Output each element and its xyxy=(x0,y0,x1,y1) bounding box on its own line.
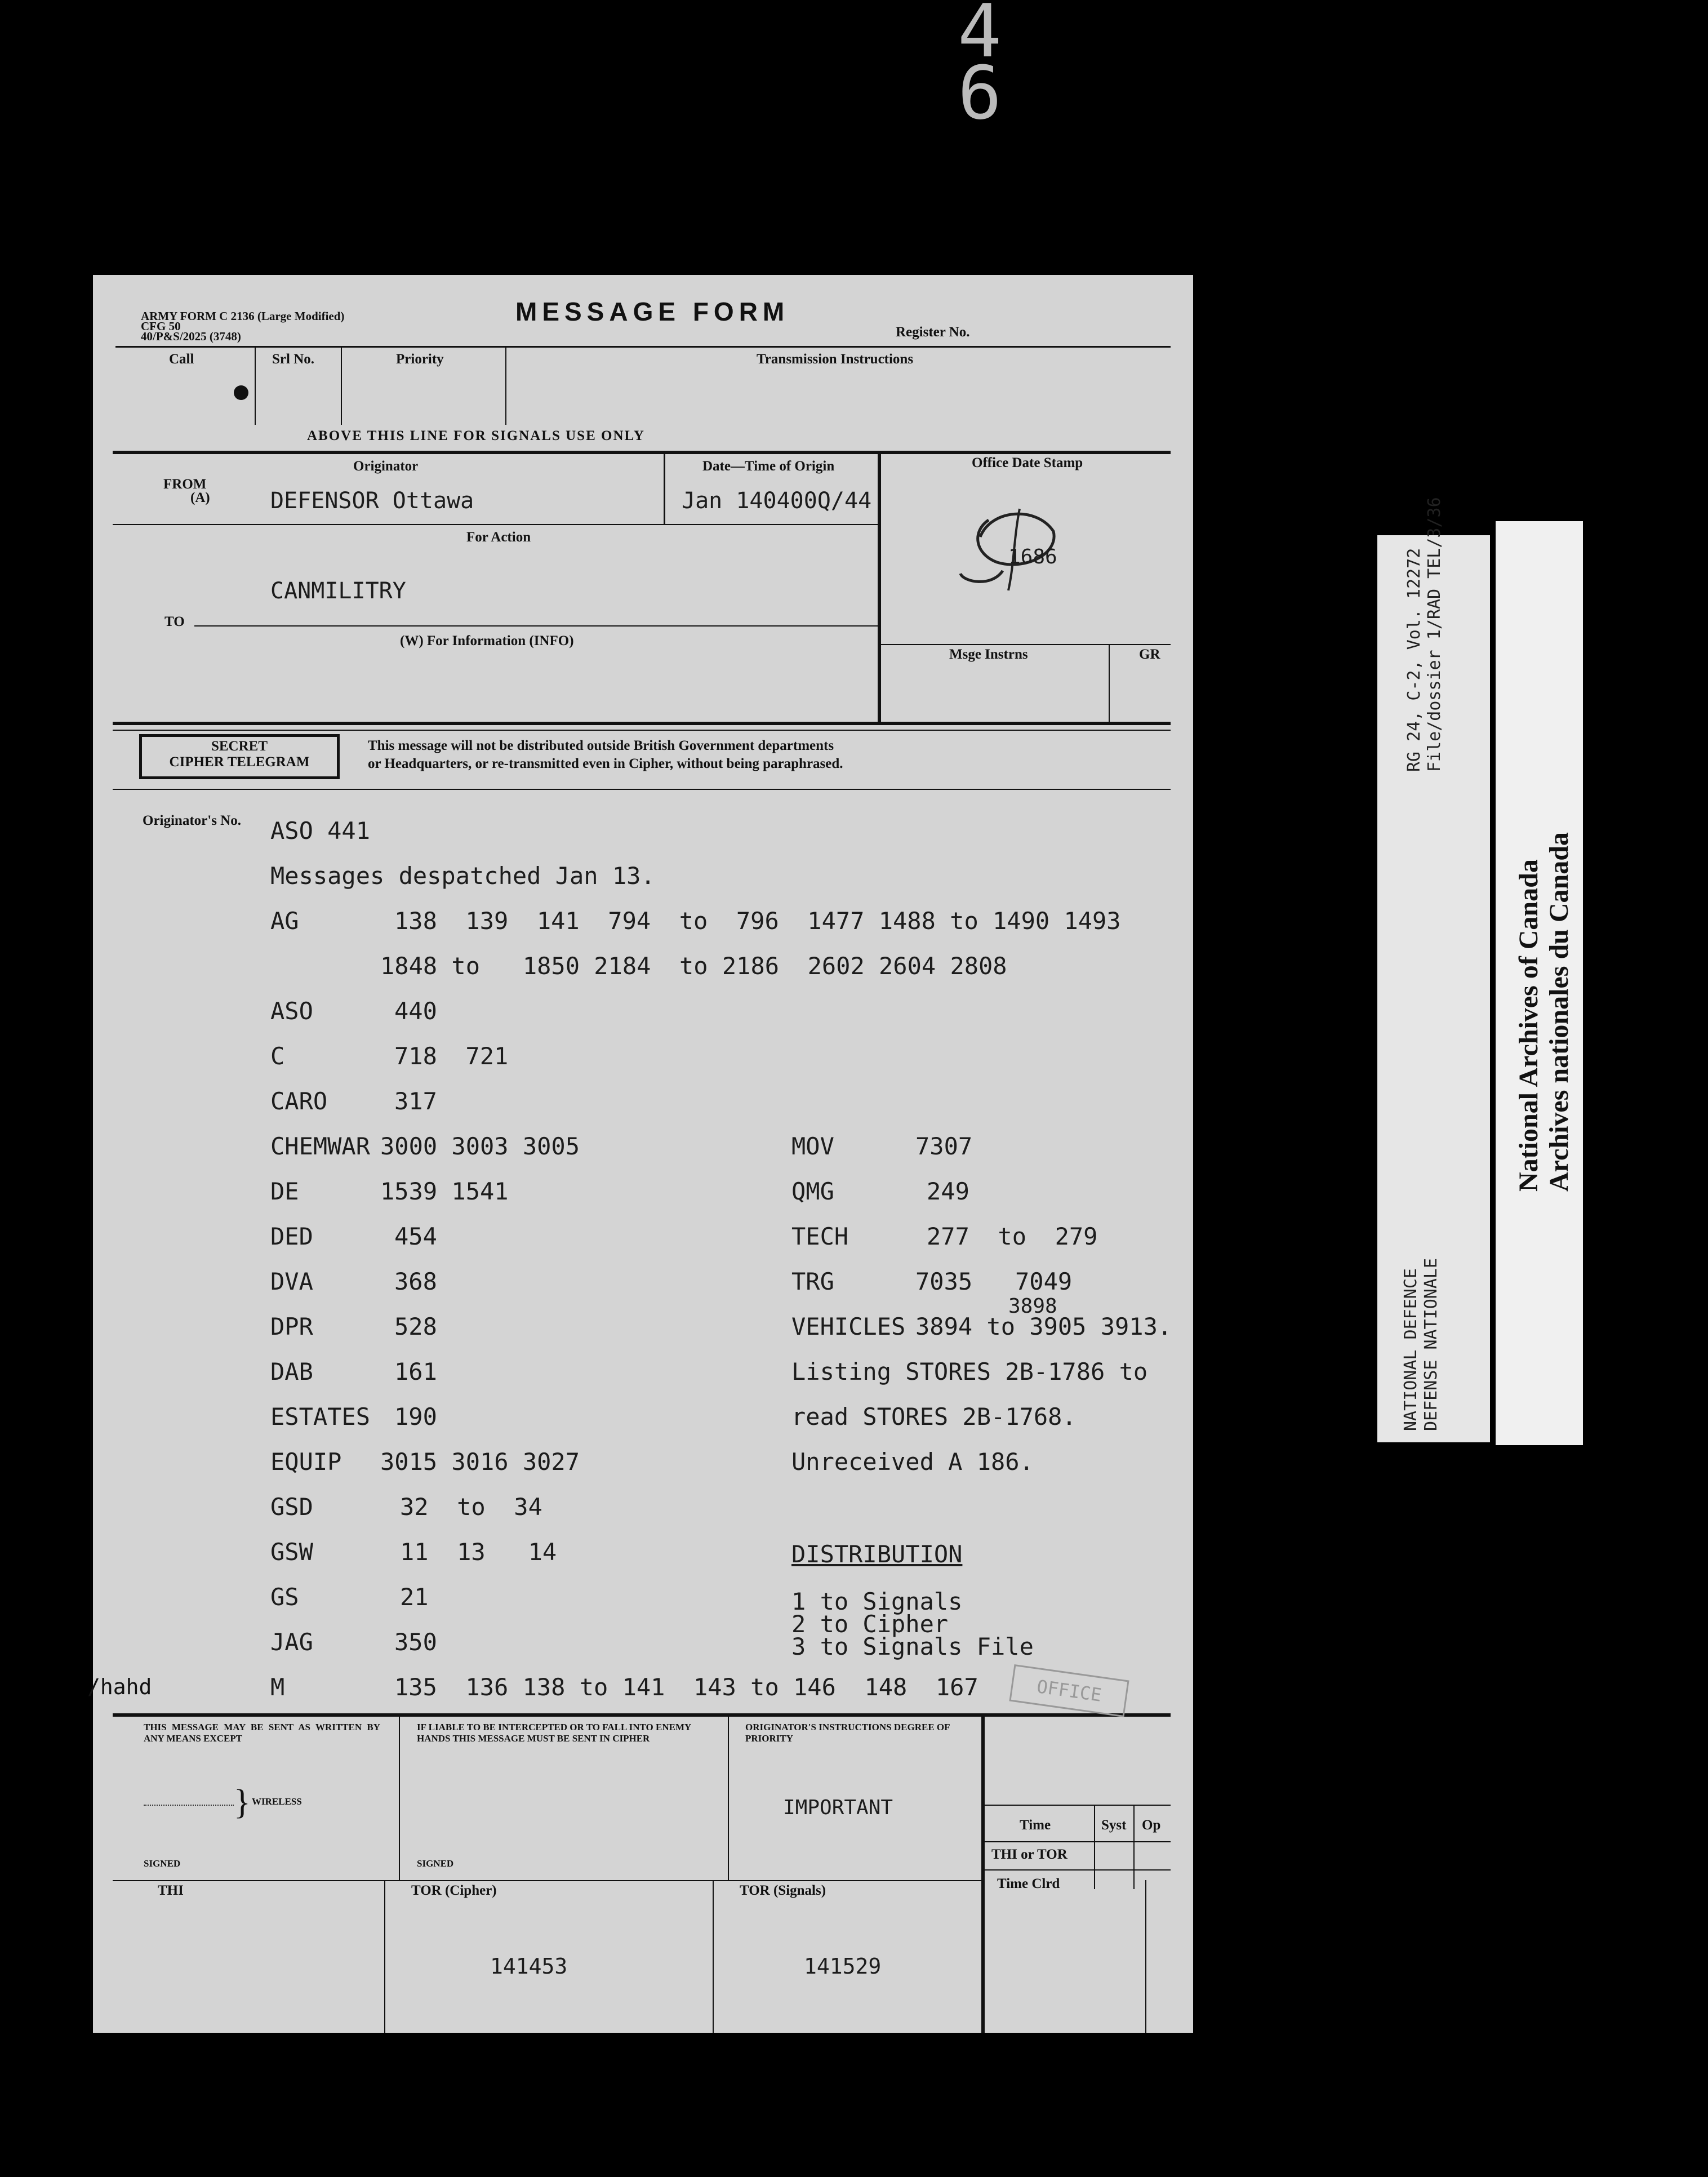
priority-label: Priority xyxy=(396,352,444,367)
transmission-instructions-label: Transmission Instructions xyxy=(757,352,914,367)
call-label: Call xyxy=(169,352,194,367)
priority-value: IMPORTANT xyxy=(783,1796,893,1819)
row-code: DPR xyxy=(270,1313,313,1340)
distribution-notice-2: or Headquarters, or re-transmitted even in Cipher, without being paraphrased. xyxy=(368,756,843,771)
row-code: AG xyxy=(270,907,299,935)
row-nums: 161 xyxy=(394,1358,437,1385)
row-code: CARO xyxy=(270,1087,328,1115)
cfg-label: CFG 50 xyxy=(141,319,181,333)
row-code: DE xyxy=(270,1178,299,1205)
distribution-item: 1 to Signals xyxy=(791,1588,963,1615)
thi-tor-label: THI or TOR xyxy=(991,1847,1068,1862)
row-code: GSW xyxy=(270,1538,313,1566)
row-code: ASO xyxy=(270,997,313,1025)
row-code: C xyxy=(270,1042,285,1070)
originators-no-label: Originator's No. xyxy=(143,813,241,828)
row-nums: 135 136 138 to 141 143 to 146 148 167 xyxy=(394,1673,978,1701)
message-form-sheet xyxy=(87,275,1193,2033)
date-time-label: Date—Time of Origin xyxy=(702,459,835,474)
row-text: Unreceived A 186. xyxy=(791,1448,1034,1476)
form-title: MESSAGE FORM xyxy=(515,297,790,326)
row-text: Listing STORES 2B-1786 to xyxy=(791,1358,1148,1385)
time-clrd-label: Time Clrd xyxy=(997,1876,1060,1891)
row-text: read STORES 2B-1768. xyxy=(791,1403,1077,1430)
to-label: TO xyxy=(164,614,185,629)
row-nums: 11 13 14 xyxy=(400,1538,557,1566)
originators-no-value: ASO 441 xyxy=(270,817,371,845)
frame-number: 4 6 xyxy=(958,0,1036,136)
tor-cipher-label: TOR (Cipher) xyxy=(411,1883,497,1898)
info-label: (W) For Information (INFO) xyxy=(400,633,574,648)
brace-icon: } xyxy=(234,1783,251,1821)
originator-label: Originator xyxy=(353,459,419,474)
row-nums: 1848 to 1850 2184 to 2186 2602 2604 2808 xyxy=(380,952,1007,980)
row-nums: 7035 7049 xyxy=(915,1268,1073,1295)
signals-use-line: ABOVE THIS LINE FOR SIGNALS USE ONLY xyxy=(307,428,645,443)
tor-cipher-value: 141453 xyxy=(490,1954,568,1979)
distribution-notice-1: This message will not be distributed outside British Government departments xyxy=(368,738,834,753)
row-code: DED xyxy=(270,1223,313,1250)
archives-fr: Archives nationales du Canada xyxy=(1544,832,1574,1192)
row-code: TRG xyxy=(791,1268,834,1295)
op-label: Op xyxy=(1142,1818,1161,1833)
syst-label: Syst xyxy=(1101,1818,1127,1833)
row-nums: 190 xyxy=(394,1403,437,1430)
archive-ref-line-1: RG 24, C-2, Vol. 12272 xyxy=(1404,548,1424,772)
defence-line-2: DEFENSE NATIONALE xyxy=(1421,1258,1441,1431)
row-code: ESTATES xyxy=(270,1403,371,1430)
row-nums: 454 xyxy=(394,1223,437,1250)
wireless-label: WIRELESS xyxy=(252,1796,302,1807)
distribution-heading: DISTRIBUTION xyxy=(791,1540,963,1568)
intro-line: Messages despatched Jan 13. xyxy=(270,862,655,890)
signed-label-2: SIGNED xyxy=(417,1858,454,1869)
for-action-label: For Action xyxy=(466,530,531,545)
footer-col1-text: THIS MESSAGE MAY BE SENT AS WRITTEN BY ANY MEANS EXCEPT xyxy=(144,1722,380,1744)
row-code: DAB xyxy=(270,1358,313,1385)
row-nums: 718 721 xyxy=(394,1042,509,1070)
row-nums: 368 xyxy=(394,1268,437,1295)
archives-label-strip xyxy=(1496,521,1583,1445)
archive-reference-strip xyxy=(1377,497,1490,1442)
thi-label: THI xyxy=(158,1883,184,1898)
archives-label xyxy=(1514,832,1574,1192)
row-code: EQUIP xyxy=(270,1448,342,1476)
row-code: VEHICLES xyxy=(791,1313,906,1340)
register-no-label: Register No. xyxy=(896,325,970,340)
action-value: CANMILITRY xyxy=(270,578,406,604)
operator-initials: /hahd xyxy=(87,1674,152,1699)
defence-line-1: NATIONAL DEFENCE xyxy=(1401,1268,1421,1431)
date-time-value: Jan 140400Q/44 xyxy=(682,488,872,514)
defence-label xyxy=(1401,1258,1442,1431)
row-code: JAG xyxy=(270,1628,313,1656)
row-nums: 3000 3003 3005 xyxy=(380,1132,580,1160)
srl-no-label: Srl No. xyxy=(272,352,314,367)
msge-instrns-label: Msge Instrns xyxy=(949,647,1028,662)
time-label: Time xyxy=(1020,1818,1051,1833)
from-sub-label: (A) xyxy=(190,490,210,505)
signed-label-1: SIGNED xyxy=(144,1858,181,1869)
office-date-stamp-label: Office Date Stamp xyxy=(972,455,1083,470)
row-nums: 440 xyxy=(394,997,437,1025)
footer-col3-text: ORIGINATOR'S INSTRUCTIONS DEGREE OF PRIORITY xyxy=(745,1722,950,1744)
row-nums: 21 xyxy=(400,1583,429,1611)
row-nums: 7307 xyxy=(915,1132,973,1160)
row-code: MOV xyxy=(791,1132,834,1160)
row-code: DVA xyxy=(270,1268,313,1295)
tor-signals-label: TOR (Signals) xyxy=(740,1883,826,1898)
distribution-item: 3 to Signals File xyxy=(791,1633,1034,1660)
row-code: TECH xyxy=(791,1223,849,1250)
row-nums: 3894 to 3905 3913. xyxy=(915,1313,1172,1340)
row-nums: 317 xyxy=(394,1087,437,1115)
row-code: QMG xyxy=(791,1178,834,1205)
row-code: GSD xyxy=(270,1493,313,1521)
originator-value: DEFENSOR Ottawa xyxy=(270,488,474,514)
vehicles-correction: 3898 xyxy=(1008,1295,1057,1318)
row-code: GS xyxy=(270,1583,299,1611)
distribution-item: 2 to Cipher xyxy=(791,1610,949,1638)
row-code: M xyxy=(270,1673,285,1701)
tor-signals-value: 141529 xyxy=(804,1954,882,1979)
row-nums: 350 xyxy=(394,1628,437,1656)
archives-en: National Archives of Canada xyxy=(1514,859,1544,1192)
gr-label: GR xyxy=(1139,647,1160,662)
archive-ref-line-2: File/dossier 1/RAD TEL/3/36 xyxy=(1425,497,1444,772)
from-label: FROM xyxy=(163,477,207,492)
office-stamp: OFFICE xyxy=(1009,1664,1129,1717)
row-code: CHEMWAR xyxy=(270,1132,371,1160)
row-nums: 138 139 141 794 to 796 1477 1488 to 1490 1493 xyxy=(394,907,1121,935)
punch-mark xyxy=(234,385,248,400)
row-nums: 3015 3016 3027 xyxy=(380,1448,580,1476)
stamp-number: 1686 xyxy=(1008,545,1057,568)
print-ref-label: 40/P&S/2025 (3748) xyxy=(141,330,241,343)
row-nums: 528 xyxy=(394,1313,437,1340)
archive-reference xyxy=(1404,497,1445,772)
footer-col2-text: IF LIABLE TO BE INTERCEPTED OR TO FALL INTO ENEMY HANDS THIS MESSAGE MUST BE SENT IN CIPHER xyxy=(417,1722,691,1744)
cipher-telegram-label: CIPHER TELEGRAM xyxy=(169,754,310,770)
secret-cipher-box xyxy=(139,734,340,779)
wireless-line xyxy=(144,1805,234,1806)
row-nums: 249 xyxy=(927,1178,969,1205)
row-nums: 277 to 279 xyxy=(927,1223,1098,1250)
row-nums: 32 to 34 xyxy=(400,1493,542,1521)
army-form-label: ARMY FORM C 2136 (Large Modified) xyxy=(141,309,345,323)
secret-label: SECRET xyxy=(211,739,268,754)
row-nums: 1539 1541 xyxy=(380,1178,509,1205)
